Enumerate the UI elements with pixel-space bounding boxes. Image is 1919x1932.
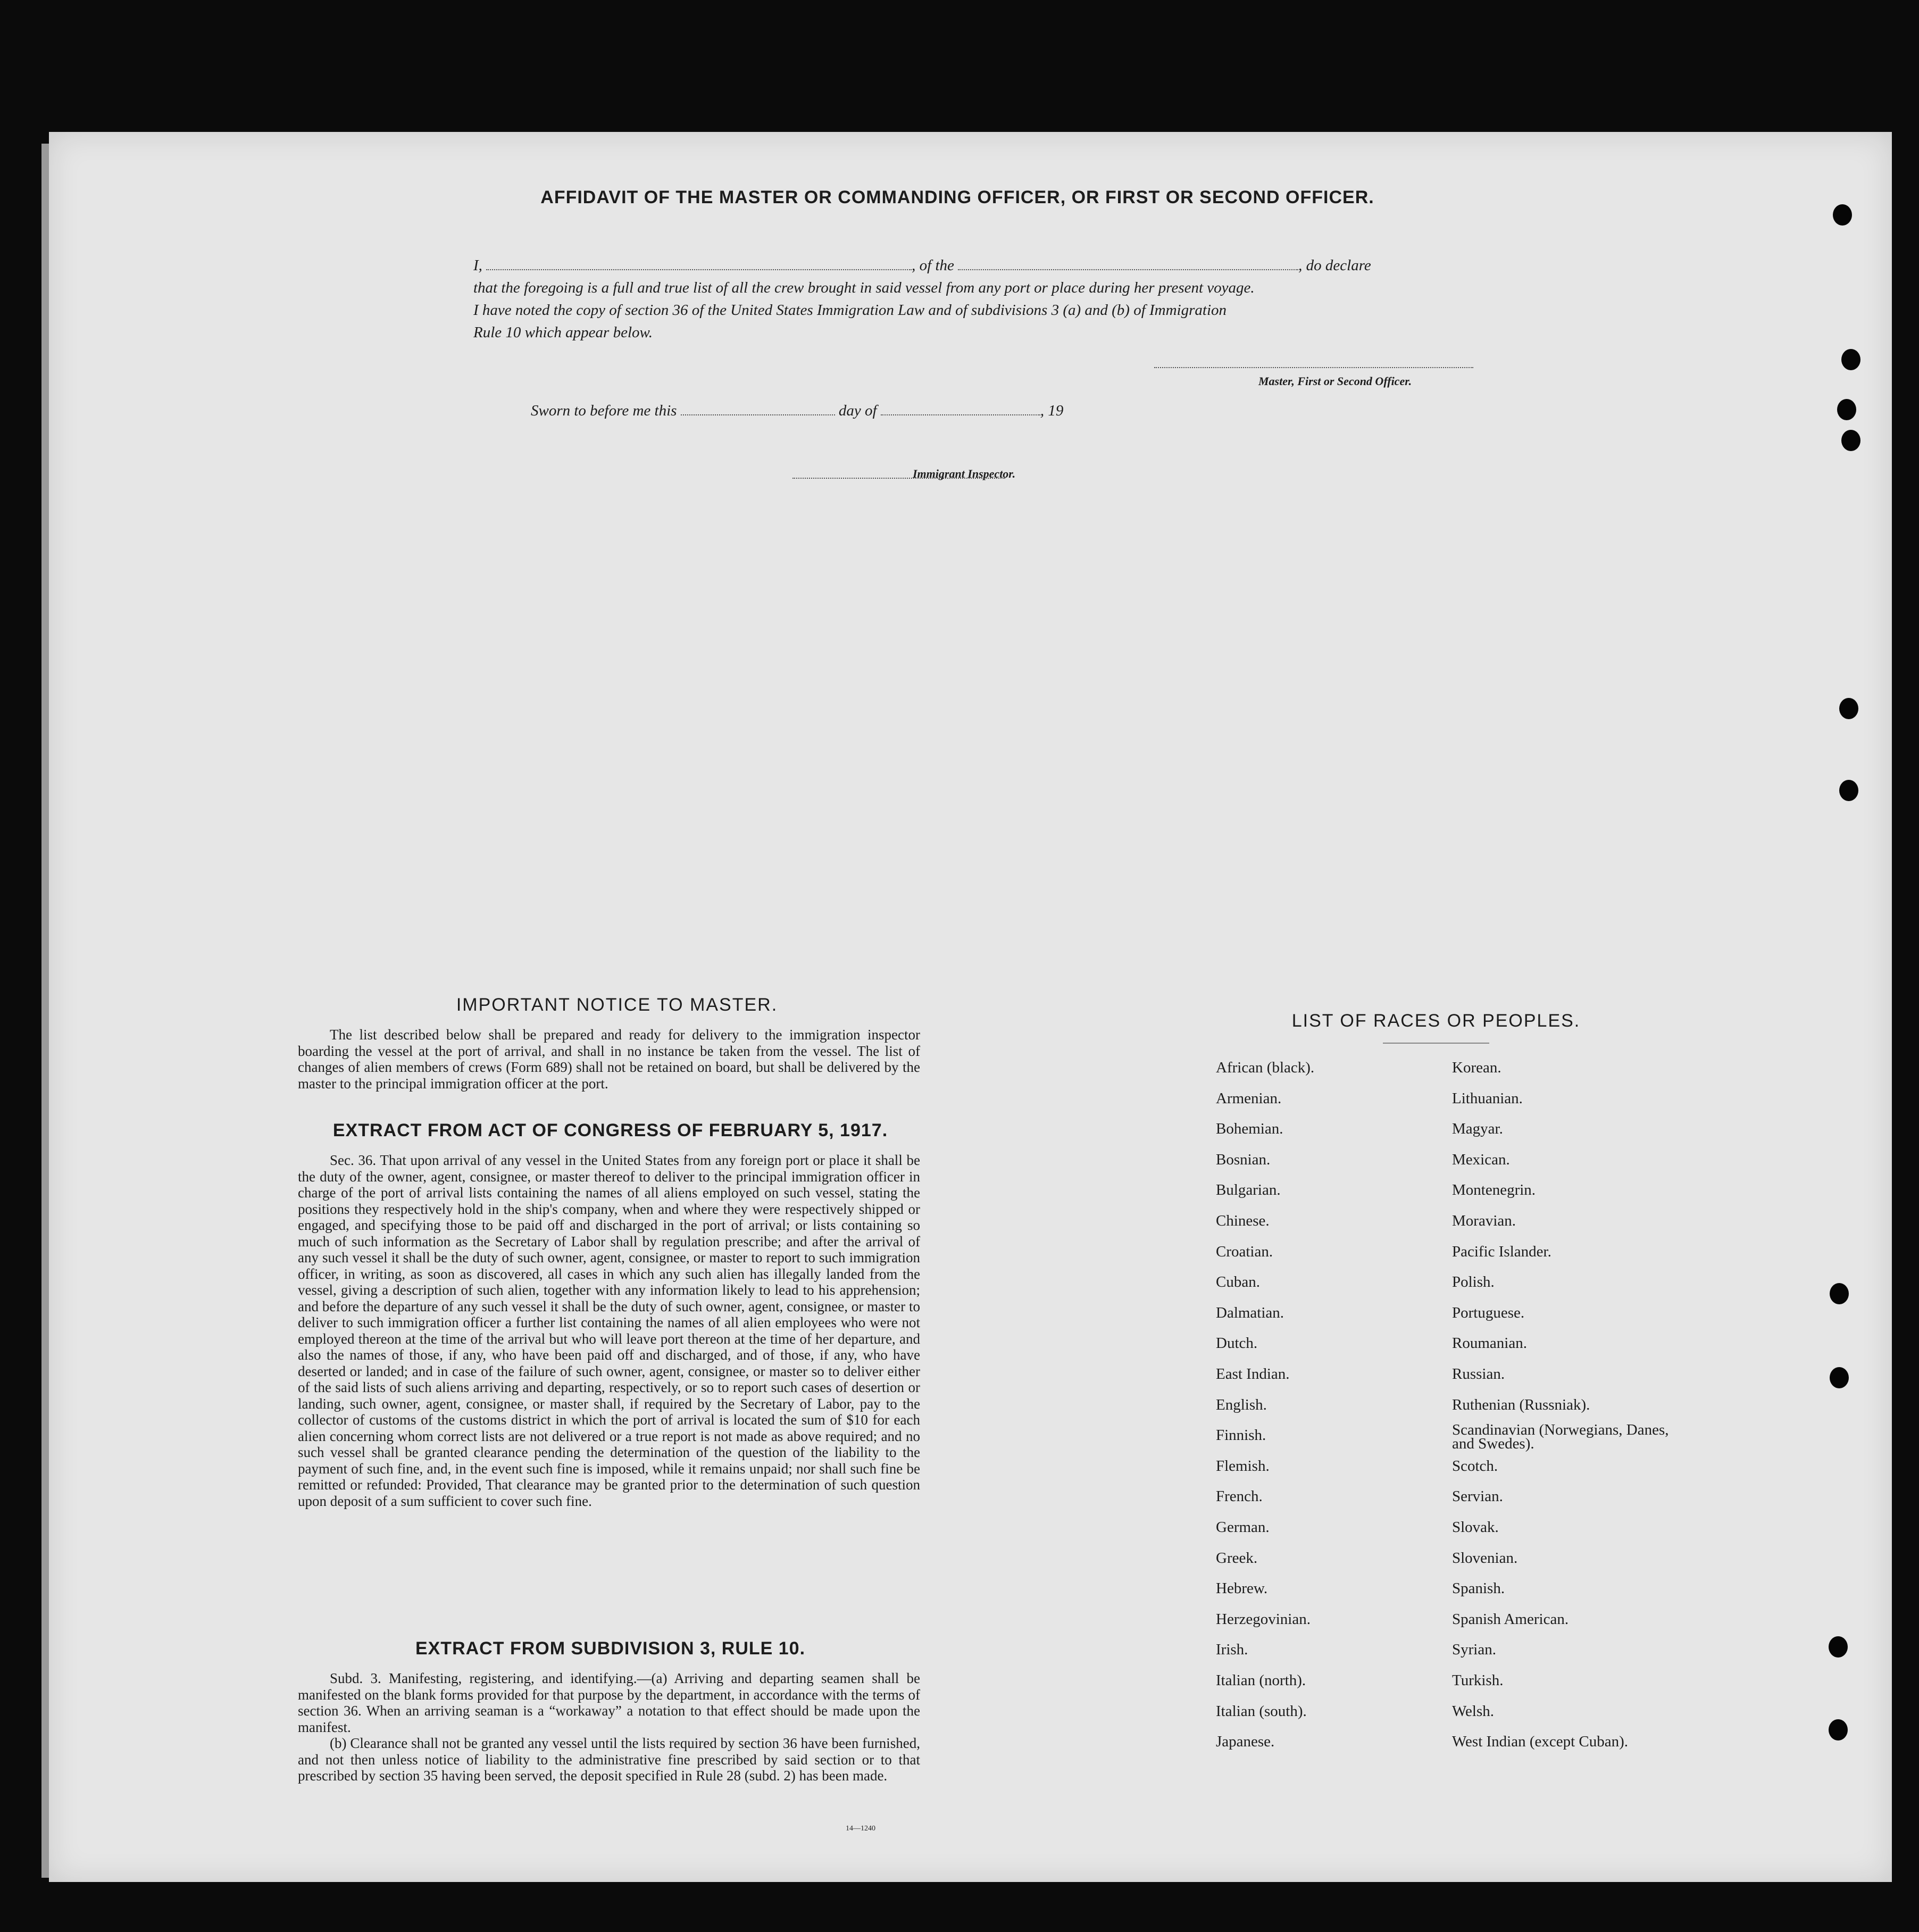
race-item: Mexican. <box>1452 1151 1510 1168</box>
affidavit-of-the: , of the <box>912 257 954 274</box>
punch-hole <box>1830 1283 1849 1304</box>
races-title-rule <box>1383 1043 1489 1044</box>
race-item: Moravian. <box>1452 1212 1516 1229</box>
day-of-text: day of <box>838 402 877 419</box>
rule-extract-body <box>298 1670 920 1784</box>
form-number: 14—1240 <box>846 1825 875 1833</box>
race-item: Greek. <box>1216 1549 1258 1567</box>
punch-hole <box>1841 349 1860 370</box>
punch-hole <box>1839 698 1858 719</box>
race-item: Dutch. <box>1216 1335 1258 1352</box>
race-item: Ruthenian (Russniak). <box>1452 1396 1590 1413</box>
race-item: Bosnian. <box>1216 1151 1271 1168</box>
act-extract-body <box>298 1152 920 1509</box>
race-item: East Indian. <box>1216 1365 1290 1383</box>
race-item: Herzegovinian. <box>1216 1610 1311 1628</box>
race-item: Magyar. <box>1452 1120 1503 1138</box>
punch-hole <box>1829 1636 1848 1658</box>
sworn-line <box>531 402 1063 420</box>
race-item: Scotch. <box>1452 1457 1498 1475</box>
affidavit-i: I, <box>473 257 482 274</box>
rule-extract-title: EXTRACT FROM SUBDIVISION 3, RULE 10. <box>415 1638 806 1659</box>
subd-b-paragraph: (b) Clearance shall not be granted any vessel until the lists required by section 36 have been furnished, and not then unless notice of liability to the administrative fine prescribed by said section or to that prescribed by section 35 having been served, the deposit specified in Rule 28 (subd. 2) has been made. <box>298 1735 920 1784</box>
subd-a-paragraph: Subd. 3. Manifesting, registering, and identifying.—(a) Arriving and departing seamen shall be manifested on the blank forms provided for that purpose by the department, in accordance with the terms of section 36. When an arriving seaman is a “workaway” a notation to that effect should be made upon the manifest. <box>298 1670 920 1735</box>
section-36-paragraph: Sec. 36. That upon arrival of any vessel in the United States from any foreign port or place it shall be the duty of the owner, agent, consignee, or master thereof to deliver to the principal immigration officer in charge of the port of arrival lists containing the names of all aliens employed on such vessel, stating the positions they respectively hold in the ship's company, when and where they were respectively shipped or engaged, and specifying those to be paid off and discharged in the port of arrival; or lists containing so much of such information as the Secretary of Labor shall by regulation prescribe; and after the arrival of any such vessel it shall be the duty of such owner, agent, consignee, or master to report to such immigration officer, in writing, as soon as discovered, all cases in which any such alien has illegally landed from the vessel, giving a description of such alien, together with any information likely to lead to his apprehension; and before the departure of any such vessel it shall be the duty of such owner, agent, consignee, or master to deliver to such immigration officer a further list containing the names of all alien employees who were not employed thereon at the time of the arrival but who will leave port thereon at the time of her departure, and also the names of those, if any, who have been paid off and discharged, and of those, if any, who have deserted or landed; and in case of the failure of such owner, agent, consignee, or master so to deliver either of the said lists of such aliens arriving and departing, respectively, or so to report such cases of desertion or landing, such owner, agent, consignee, or master shall, if required by the Secretary of Labor, pay to the collector of customs of the customs district in which the port of arrival is located the sum of $10 for each alien concerning whom correct lists are not delivered or a true report is not made as above required; and no such vessel shall be granted clearance pending the determination of the question of the liability to the payment of such fine, and, in the event such fine is imposed, while it remains unpaid; nor shall such fine be remitted or refunded: Provided, That clearance may be granted prior to the determination of such question upon deposit of a sum sufficient to cover such fine. <box>298 1152 920 1509</box>
race-item: Italian (south). <box>1216 1702 1307 1720</box>
affidavit-line-2: that the foregoing is a full and true list of all the crew brought in said vessel from any port or place during her present voyage. <box>473 279 1255 296</box>
race-item: Lithuanian. <box>1452 1089 1523 1107</box>
affidavit-declare: , do declare <box>1298 257 1371 274</box>
race-item: Irish. <box>1216 1641 1248 1659</box>
punch-hole <box>1829 1719 1848 1741</box>
race-item: Syrian. <box>1452 1641 1496 1659</box>
race-item: Spanish. <box>1452 1580 1505 1597</box>
act-extract-title: EXTRACT FROM ACT OF CONGRESS OF FEBRUARY 5, 1917. <box>332 1120 888 1140</box>
race-item: Montenegrin. <box>1452 1181 1536 1199</box>
notice-body <box>298 1027 920 1092</box>
vessel-blank <box>958 256 1298 270</box>
race-item: Welsh. <box>1452 1702 1495 1720</box>
race-item: Polish. <box>1452 1273 1495 1291</box>
name-blank <box>486 256 912 270</box>
race-item: Italian (north). <box>1216 1672 1306 1689</box>
punch-hole <box>1839 780 1858 801</box>
races-title: LIST OF RACES OR PEOPLES. <box>1291 1011 1581 1031</box>
race-item: Cuban. <box>1216 1273 1260 1291</box>
affidavit-text <box>473 254 1500 344</box>
race-item: Russian. <box>1452 1365 1505 1383</box>
punch-hole <box>1833 204 1852 226</box>
notice-title: IMPORTANT NOTICE TO MASTER. <box>456 995 778 1015</box>
race-item: Pacific Islander. <box>1452 1243 1551 1260</box>
race-item: Portuguese. <box>1452 1304 1525 1321</box>
race-item: African (black). <box>1216 1059 1315 1076</box>
inspector-caption: Immigrant Inspector. <box>913 467 1016 480</box>
race-item: Turkish. <box>1452 1672 1504 1689</box>
race-item: Korean. <box>1452 1059 1501 1076</box>
race-item: Finnish. <box>1216 1427 1266 1444</box>
race-item: Bohemian. <box>1216 1120 1283 1138</box>
master-signature-line <box>1154 367 1473 368</box>
sheet-edge <box>41 144 49 1878</box>
affidavit-line-4: Rule 10 which appear below. <box>473 324 653 341</box>
race-item: Roumanian. <box>1452 1335 1527 1352</box>
punch-hole <box>1830 1367 1849 1388</box>
race-item: Japanese. <box>1216 1733 1275 1751</box>
race-item: English. <box>1216 1396 1267 1413</box>
race-item: Spanish American. <box>1452 1610 1569 1628</box>
race-item: Hebrew. <box>1216 1580 1268 1597</box>
race-item: Bulgarian. <box>1216 1181 1281 1199</box>
race-item: Croatian. <box>1216 1243 1273 1260</box>
race-item: German. <box>1216 1519 1270 1536</box>
race-item: Slovenian. <box>1452 1549 1518 1567</box>
race-item: Armenian. <box>1216 1089 1282 1107</box>
affidavit-line-3: I have noted the copy of section 36 of the United States Immigration Law and of subdivisions 3 (a) and (b) of Immigration <box>473 302 1227 319</box>
race-item: Servian. <box>1452 1488 1503 1505</box>
punch-hole <box>1841 430 1860 451</box>
punch-hole <box>1837 399 1856 420</box>
race-item: Chinese. <box>1216 1212 1270 1229</box>
affidavit-title: AFFIDAVIT OF THE MASTER OR COMMANDING OFFICER, OR FIRST OR SECOND OFFICER. <box>540 187 1374 207</box>
race-item: West Indian (except Cuban). <box>1452 1733 1629 1751</box>
sworn-text: Sworn to before me this <box>531 402 677 419</box>
race-item: Dalmatian. <box>1216 1304 1284 1321</box>
year-text: , 19 <box>1040 402 1064 419</box>
race-item: Slovak. <box>1452 1519 1499 1536</box>
race-item: French. <box>1216 1488 1263 1505</box>
race-item: Flemish. <box>1216 1457 1270 1475</box>
notice-paragraph: The list described below shall be prepared and ready for delivery to the immigration inspector boarding the vessel at the port of arrival, and shall in no instance be taken from the vessel. The list of changes of alien members of crews (Form 689) shall not be retained on board, but shall be delivered by the master to the principal immigration officer at the port. <box>298 1027 920 1092</box>
race-item: Scandinavian (Norwegians, Danes, and Swedes). <box>1452 1421 1669 1453</box>
master-caption: Master, First or Second Officer. <box>1258 374 1412 388</box>
